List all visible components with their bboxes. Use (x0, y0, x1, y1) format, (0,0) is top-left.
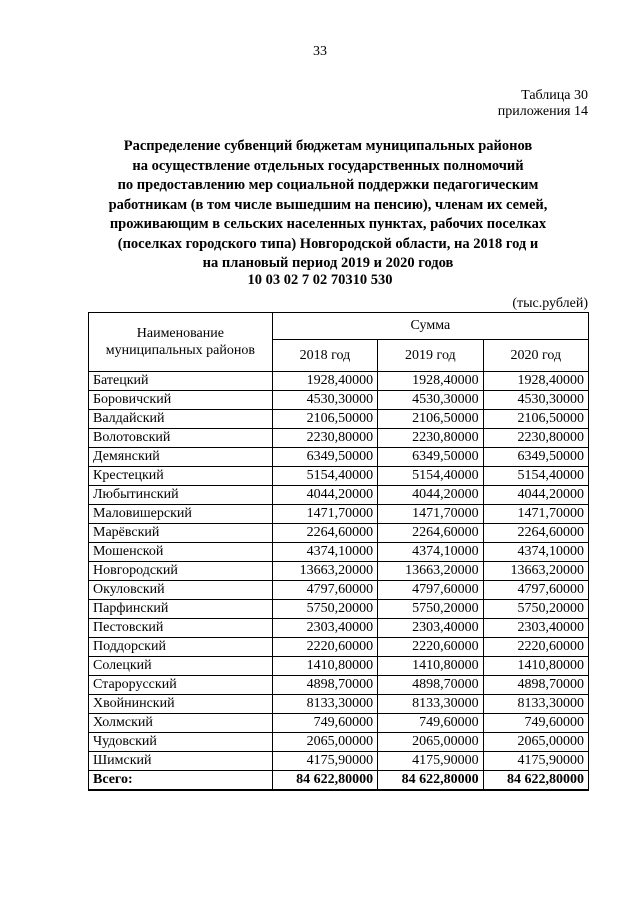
value-2018: 2303,40000 (272, 619, 377, 638)
value-2020: 2230,80000 (483, 429, 588, 448)
value-2020: 8133,30000 (483, 695, 588, 714)
value-2018: 2065,00000 (272, 733, 377, 752)
district-name: Солецкий (89, 657, 273, 676)
table-row (89, 676, 589, 695)
value-2018: 1471,70000 (272, 505, 377, 524)
table-header-row (89, 313, 589, 340)
value-2018: 4898,70000 (272, 676, 377, 695)
value-2019: 4797,60000 (378, 581, 483, 600)
table-row (89, 562, 589, 581)
table-row (89, 486, 589, 505)
column-header-2018: 2018 год (272, 340, 377, 372)
value-2020: 2303,40000 (483, 619, 588, 638)
title-line: работникам (в том числе вышедшим на пенсию), членам их семей, (108, 196, 548, 213)
value-2020: 4898,70000 (483, 676, 588, 695)
title-line: проживающим в сельских населенных пунктах, рабочих поселках (109, 216, 547, 232)
value-2020: 1928,40000 (483, 372, 588, 391)
unit-label: (тыс.рублей) (512, 296, 588, 311)
district-name: Поддорский (89, 638, 273, 657)
value-2018: 4374,10000 (272, 543, 377, 562)
value-2019: 4898,70000 (378, 676, 483, 695)
value-2020: 13663,20000 (483, 562, 588, 581)
value-2018: 13663,20000 (272, 562, 377, 581)
column-header-2020: 2020 год (483, 340, 588, 372)
column-header-name: Наименование муниципальных районов (89, 313, 273, 372)
district-name: Марёвский (89, 524, 273, 543)
value-2019: 2065,00000 (378, 733, 483, 752)
value-2019: 13663,20000 (378, 562, 483, 581)
value-2018: 2264,60000 (272, 524, 377, 543)
district-name: Парфинский (89, 600, 273, 619)
table-row (89, 467, 589, 486)
district-name: Маловишерский (89, 505, 273, 524)
table-row (89, 695, 589, 714)
value-2020: 2264,60000 (483, 524, 588, 543)
title-line: (поселках городского типа) Новгородской области, на 2018 год и (117, 235, 539, 252)
district-name: Валдайский (89, 410, 273, 429)
table-row (89, 448, 589, 467)
value-2019: 4044,20000 (378, 486, 483, 505)
title-line: на осуществление отдельных государственных полномочий (132, 157, 524, 174)
district-name: Демянский (89, 448, 273, 467)
title-line: Распределение субвенций бюджетам муниципальных районов (123, 138, 533, 154)
value-2018: 4175,90000 (272, 752, 377, 771)
value-2020: 5750,20000 (483, 600, 588, 619)
value-2018: 4797,60000 (272, 581, 377, 600)
value-2020: 2106,50000 (483, 410, 588, 429)
title-line: на плановый период 2019 и 2020 годов (202, 255, 454, 271)
table-row (89, 505, 589, 524)
table-row (89, 714, 589, 733)
value-2020: 749,60000 (483, 714, 588, 733)
value-2019: 2106,50000 (378, 410, 483, 429)
value-2020: 2065,00000 (483, 733, 588, 752)
value-2019: 2264,60000 (378, 524, 483, 543)
subvention-table (88, 312, 589, 791)
district-name: Чудовский (89, 733, 273, 752)
value-2020: 1471,70000 (483, 505, 588, 524)
value-2019: 749,60000 (378, 714, 483, 733)
table-row (89, 600, 589, 619)
value-2019: 2230,80000 (378, 429, 483, 448)
value-2018: 2220,60000 (272, 638, 377, 657)
table-reference (498, 88, 588, 120)
total-row (89, 771, 589, 791)
district-name: Волотовский (89, 429, 273, 448)
value-2019: 4374,10000 (378, 543, 483, 562)
document-title (100, 137, 556, 274)
district-name: Хвойнинский (89, 695, 273, 714)
value-2018: 4530,30000 (272, 391, 377, 410)
table-row (89, 372, 589, 391)
total-label: Всего: (89, 771, 273, 791)
district-name: Мошенской (89, 543, 273, 562)
value-2020: 4044,20000 (483, 486, 588, 505)
value-2018: 5750,20000 (272, 600, 377, 619)
district-name: Крестецкий (89, 467, 273, 486)
value-2019: 1471,70000 (378, 505, 483, 524)
value-2018: 4044,20000 (272, 486, 377, 505)
district-name: Старорусский (89, 676, 273, 695)
value-2020: 2220,60000 (483, 638, 588, 657)
district-name: Холмский (89, 714, 273, 733)
value-2019: 4530,30000 (378, 391, 483, 410)
value-2018: 749,60000 (272, 714, 377, 733)
budget-code: 10 03 02 7 02 70310 530 (247, 272, 393, 288)
value-2020: 6349,50000 (483, 448, 588, 467)
district-name: Боровичский (89, 391, 273, 410)
title-line: по предоставлению мер социальной поддержки педагогическим (117, 177, 539, 193)
value-2020: 1410,80000 (483, 657, 588, 676)
table-row (89, 429, 589, 448)
value-2020: 5154,40000 (483, 467, 588, 486)
table-row (89, 524, 589, 543)
table-row (89, 581, 589, 600)
district-name: Новгородский (89, 562, 273, 581)
table-row (89, 619, 589, 638)
table-row (89, 657, 589, 676)
district-name: Шимский (89, 752, 273, 771)
value-2020: 4797,60000 (483, 581, 588, 600)
value-2020: 4374,10000 (483, 543, 588, 562)
table-row (89, 733, 589, 752)
value-2018: 1410,80000 (272, 657, 377, 676)
column-header-sum: Сумма (272, 313, 588, 340)
value-2019: 4175,90000 (378, 752, 483, 771)
page-number: 33 (313, 44, 327, 59)
table-ref-line2: приложения 14 (497, 104, 588, 119)
district-name: Окуловский (89, 581, 273, 600)
total-2018: 84 622,80000 (272, 771, 377, 791)
column-header-2019: 2019 год (378, 340, 483, 372)
table-row (89, 752, 589, 771)
total-2020: 84 622,80000 (483, 771, 588, 791)
value-2018: 2230,80000 (272, 429, 377, 448)
value-2019: 2303,40000 (378, 619, 483, 638)
table-row (89, 543, 589, 562)
table-ref-line1: Таблица 30 (521, 88, 588, 103)
table-row (89, 638, 589, 657)
value-2019: 6349,50000 (378, 448, 483, 467)
district-name: Батецкий (89, 372, 273, 391)
value-2019: 8133,30000 (378, 695, 483, 714)
value-2019: 1410,80000 (378, 657, 483, 676)
value-2019: 2220,60000 (378, 638, 483, 657)
value-2019: 5154,40000 (378, 467, 483, 486)
district-name: Любытинский (89, 486, 273, 505)
value-2019: 1928,40000 (378, 372, 483, 391)
value-2018: 6349,50000 (272, 448, 377, 467)
table-row (89, 410, 589, 429)
value-2018: 1928,40000 (272, 372, 377, 391)
district-name: Пестовский (89, 619, 273, 638)
value-2020: 4530,30000 (483, 391, 588, 410)
table-row (89, 391, 589, 410)
value-2018: 2106,50000 (272, 410, 377, 429)
value-2020: 4175,90000 (483, 752, 588, 771)
value-2018: 5154,40000 (272, 467, 377, 486)
table-body (89, 372, 589, 771)
value-2019: 5750,20000 (378, 600, 483, 619)
total-2019: 84 622,80000 (378, 771, 483, 791)
value-2018: 8133,30000 (272, 695, 377, 714)
